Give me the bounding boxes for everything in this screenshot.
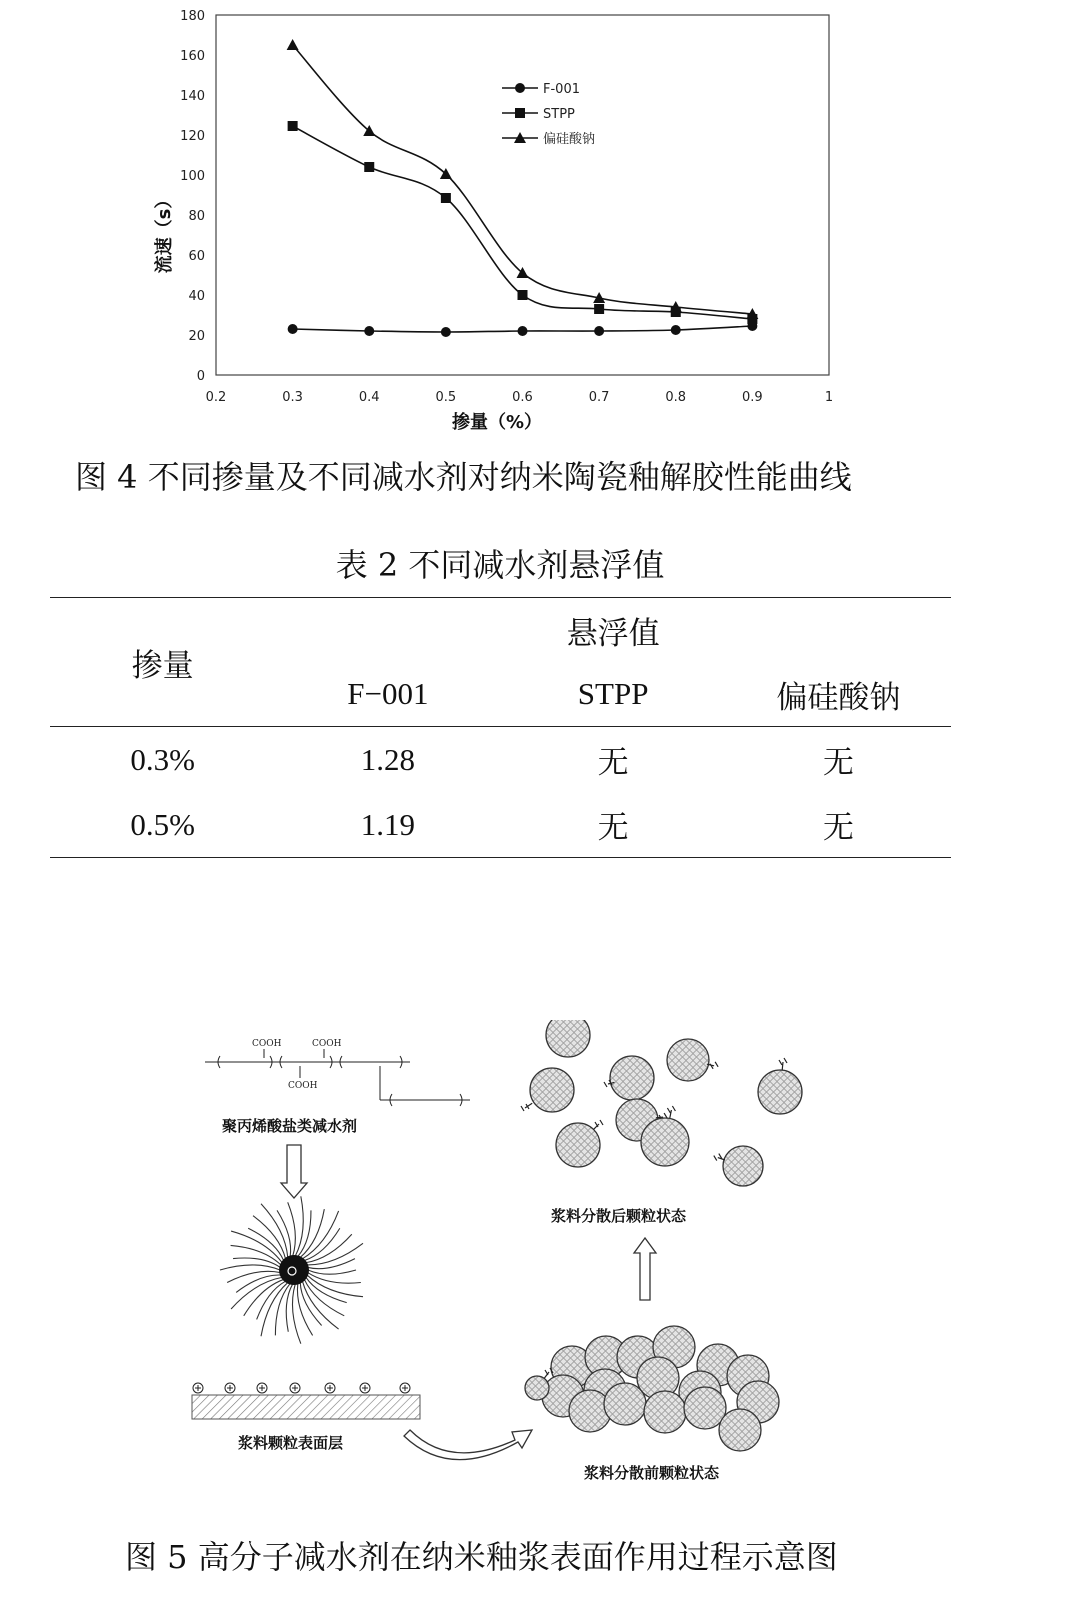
particle: [540, 1020, 590, 1057]
dispersion-schematic: [0, 1020, 1092, 1520]
x-tick-label: 1: [824, 390, 834, 405]
data-point: [441, 327, 451, 337]
plus-icon-cross: [362, 1385, 368, 1391]
plus-icon-cross: [195, 1385, 201, 1391]
polymer-chain: [231, 1245, 281, 1265]
polymer-tail-icon: [714, 1154, 725, 1161]
x-tick-label: 0.4: [358, 390, 380, 405]
legend-marker: [515, 83, 525, 93]
polymer-chain: [298, 1210, 311, 1256]
svg-text:COOH: COOH: [312, 1039, 342, 1049]
polymer-chain: [261, 1204, 288, 1258]
row-header-dosage: 掺量: [131, 647, 194, 683]
after-dispersion-label: 浆料分散后颗粒状态: [551, 1207, 687, 1225]
cell-value: 无: [597, 810, 629, 845]
x-tick-labels: [206, 390, 833, 405]
particle: [604, 1056, 654, 1100]
micelle-core: [279, 1255, 309, 1285]
polymer-tail-icon: [779, 1058, 787, 1070]
data-point: [441, 193, 451, 203]
particle-circle: [641, 1118, 689, 1166]
legend-entry: F-001: [543, 82, 580, 97]
data-point: [288, 324, 298, 334]
x-tick-label: 0.7: [588, 390, 610, 405]
curved-arrow-icon: [404, 1430, 532, 1460]
before-dispersion-label: 浆料分散前颗粒状态: [584, 1464, 720, 1482]
y-axis-label: 流速（s）: [154, 190, 175, 274]
plus-icon-cross: [402, 1385, 408, 1391]
y-tick-labels: [180, 9, 205, 384]
column-header: 偏硅酸钠: [776, 679, 901, 715]
y-tick-label: 80: [188, 209, 205, 224]
positive-charge-icons: [193, 1383, 410, 1393]
data-point: [518, 290, 528, 300]
polymer-chain: [253, 1216, 286, 1259]
y-tick-label: 140: [180, 89, 205, 104]
polymer-chain: [248, 1228, 283, 1260]
particle: [667, 1039, 718, 1081]
cell-value: 无: [822, 745, 854, 780]
plus-icon-cross: [227, 1385, 233, 1391]
y-tick-label: 40: [188, 289, 205, 304]
agglomerated-particles: [525, 1326, 779, 1451]
plot-frame: [216, 15, 829, 375]
particle-circle: [530, 1068, 574, 1112]
plus-icon-cross: [259, 1385, 265, 1391]
particle-surface-layer: [192, 1383, 420, 1419]
data-point: [288, 121, 298, 131]
particle-circle: [667, 1039, 709, 1081]
polymer-chain: [300, 1209, 324, 1257]
particle-circle: [644, 1391, 686, 1433]
y-tick-label: 120: [180, 129, 205, 144]
table-2-caption: 表 2 不同减水剂悬浮值: [335, 546, 665, 584]
x-tick-label: 0.9: [742, 390, 763, 405]
particle: [719, 1409, 761, 1451]
polymer-chain: [220, 1265, 280, 1270]
polymer-formula: [205, 1039, 470, 1106]
down-arrow-icon: [281, 1145, 307, 1198]
particle: [758, 1058, 802, 1114]
polymer-chain: [288, 1202, 296, 1256]
y-tick-label: 180: [180, 9, 205, 24]
particle-circle: [546, 1020, 590, 1057]
polymer-tail-icon: [593, 1120, 603, 1130]
table-row: [50, 727, 951, 793]
data-point: [594, 326, 604, 336]
particle-circle: [723, 1146, 763, 1186]
line-chart: [0, 0, 1092, 440]
cell-value: 无: [597, 745, 629, 780]
plus-icon-cross: [292, 1385, 298, 1391]
particle: [714, 1146, 763, 1186]
data-point: [594, 304, 604, 314]
surface-layer-label: 浆料颗粒表面层: [238, 1434, 344, 1452]
particle: [604, 1383, 646, 1425]
y-tick-label: 0: [196, 369, 205, 384]
x-axis-label: 掺量（%）: [451, 412, 543, 433]
cell-value: 1.19: [360, 806, 415, 842]
particle: [644, 1391, 686, 1433]
cell-dosage: 0.5%: [130, 806, 195, 842]
plus-icon-cross: [327, 1385, 333, 1391]
legend-entry: 偏硅酸钠: [543, 132, 596, 147]
svg-text:COOH: COOH: [288, 1081, 318, 1091]
polymer-chain: [295, 1196, 303, 1256]
particle-circle: [525, 1376, 549, 1400]
series-2: [288, 121, 758, 324]
series-1: [288, 321, 758, 337]
data-point: [364, 326, 374, 336]
polymer-chain: [231, 1277, 282, 1309]
group-header-suspension: 悬浮值: [566, 615, 660, 651]
polymer-tail-icon: [521, 1103, 532, 1111]
polymer-chain: [286, 1284, 292, 1332]
figure-4-caption: 图 4 不同掺量及不同减水剂对纳米陶瓷釉解胶性能曲线: [75, 458, 852, 496]
x-tick-label: 0.3: [282, 390, 303, 405]
data-point: [518, 326, 528, 336]
column-header: F−001: [347, 676, 429, 711]
series-3: [287, 39, 759, 319]
polymer-chain: [302, 1281, 338, 1329]
cell-value: 1.28: [360, 741, 415, 777]
legend: [502, 82, 595, 147]
polymer-tail-icon: [667, 1106, 675, 1118]
particle: [521, 1068, 574, 1112]
cell-dosage: 0.3%: [130, 741, 195, 777]
dispersed-particles: [521, 1020, 802, 1186]
up-arrow-icon: [634, 1238, 656, 1300]
x-tick-label: 0.2: [205, 390, 227, 405]
y-tick-label: 60: [188, 249, 205, 264]
polymer-chain: [304, 1228, 339, 1260]
figure-5-caption: 图 5 高分子减水剂在纳米釉浆表面作用过程示意图: [125, 1538, 838, 1576]
polymer-chain: [307, 1275, 363, 1297]
particle-circle: [758, 1070, 802, 1114]
data-point: [287, 39, 299, 50]
polymer-chain: [306, 1277, 347, 1302]
y-tick-label: 100: [180, 169, 205, 184]
svg-text:COOH: COOH: [252, 1039, 282, 1049]
column-header: STPP: [577, 676, 649, 711]
x-tick-label: 0.8: [665, 390, 687, 405]
polymer-chain: [307, 1243, 363, 1265]
polymer-chain: [292, 1284, 300, 1344]
x-tick-label: 0.6: [512, 390, 533, 405]
data-point: [671, 325, 681, 335]
suspension-table: [50, 597, 951, 858]
particle-circle: [719, 1409, 761, 1451]
data-point: [364, 162, 374, 172]
cell-value: 无: [822, 810, 854, 845]
particle: [556, 1120, 603, 1167]
polymer-chain: [306, 1234, 352, 1262]
micelle-icon: [220, 1196, 363, 1343]
polymer-chain: [297, 1283, 312, 1335]
particle-circle: [610, 1056, 654, 1100]
x-tick-label: 0.5: [435, 390, 457, 405]
legend-marker: [515, 108, 525, 118]
table-row: [50, 792, 951, 858]
particle-circle: [604, 1383, 646, 1425]
y-tick-label: 160: [180, 49, 205, 64]
polymer-chain: [308, 1270, 356, 1274]
legend-entry: STPP: [543, 107, 575, 122]
y-tick-label: 20: [188, 329, 205, 344]
polymer-chain: [277, 1210, 291, 1256]
polymer-label: 聚丙烯酸盐类减水剂: [222, 1117, 358, 1135]
